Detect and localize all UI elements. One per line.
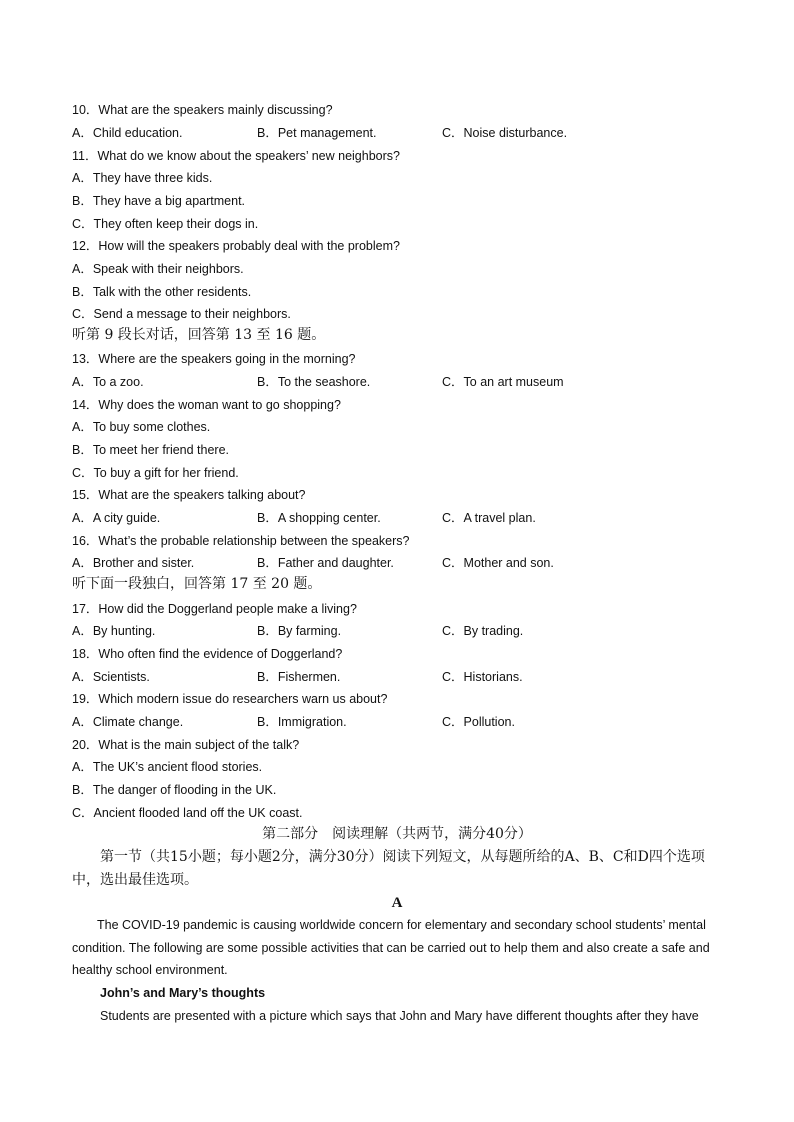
passage-heading: John’s and Mary’s thoughts [100,986,266,1000]
q15-option-a: A．A city guide. [72,511,161,525]
q15-options [72,510,722,526]
q18-option-b: B．Fishermen. [257,670,341,684]
q13-stem: 13．Where are the speakers going in the morning? [72,352,356,366]
q16-option-a: A．Brother and sister. [72,556,195,570]
q16-options [72,555,722,571]
section-instruction-monologue: 听下面一段独白，回答第 17 至 20 题。 [72,576,322,592]
q12-option-b: B．Talk with the other residents. [72,285,252,299]
passage-label: A [391,895,403,911]
q14-option-a: A．To buy some clothes. [72,420,211,434]
q13-option-a: A．To a zoo. [72,375,144,389]
passage-paragraph-1: The COVID-19 pandemic is causing worldwide concern for elementary and secondary school students’ mental condition. The following are some possible activities that can be carried out to help them and also create a safe and healthy school environment. [72,918,710,978]
q10-option-b: B．Pet management. [257,126,377,140]
q16-stem: 16．What’s the probable relationship between the speakers? [72,534,410,548]
q14-option-b: B．To meet her friend there. [72,443,230,457]
q18-stem: 18．Who often find the evidence of Doggerland? [72,647,343,661]
q10-option-a: A．Child education. [72,126,183,140]
part2-title: 第二部分 阅读理解（共两节，满分40分） [262,826,532,842]
q20-option-c: C．Ancient flooded land off the UK coast. [72,806,303,820]
q11-option-b: B．They have a big apartment. [72,194,246,208]
q12-option-a: A．Speak with their neighbors. [72,262,244,276]
q10-stem: 10．What are the speakers mainly discussing? [72,103,333,117]
q18-options [72,669,722,685]
q17-options [72,623,722,639]
q17-stem: 17．How did the Doggerland people make a living? [72,602,357,616]
q15-option-c: C．A travel plan. [442,511,536,525]
q11-stem: 11．What do we know about the speakers’ new neighbors? [72,149,400,163]
q20-stem: 20．What is the main subject of the talk? [72,738,300,752]
q17-option-a: A．By hunting. [72,624,156,638]
q15-option-b: B．A shopping center. [257,511,381,525]
part2-instructions: 第一节（共15小题；每小题2分，满分30分）阅读下列短文，从每题所给的A、B、C和D四个选项中，选出最佳选项。 [72,849,705,888]
q19-options [72,714,722,730]
q18-option-c: C．Historians. [442,670,523,684]
q16-option-c: C．Mother and son. [442,556,554,570]
q17-option-c: C．By trading. [442,624,524,638]
q13-option-c: C．To an art museum [442,375,564,389]
q20-option-a: A．The UK’s ancient flood stories. [72,760,263,774]
passage-paragraph-2: Students are presented with a picture which says that John and Mary have different thoughts after they have [100,1009,699,1023]
section-instruction-9: 听第 9 段长对话，回答第 13 至 16 题。 [72,327,326,343]
q14-stem: 14．Why does the woman want to go shopping? [72,398,341,412]
q12-option-c: C．Send a message to their neighbors. [72,307,291,321]
q18-option-a: A．Scientists. [72,670,150,684]
q10-option-c: C．Noise disturbance. [442,126,568,140]
q19-option-a: A．Climate change. [72,715,184,729]
q20-option-b: B．The danger of flooding in the UK. [72,783,277,797]
q19-stem: 19．Which modern issue do researchers warn us about? [72,692,388,706]
q15-stem: 15．What are the speakers talking about? [72,488,306,502]
q16-option-b: B．Father and daughter. [257,556,394,570]
q19-option-c: C．Pollution. [442,715,515,729]
q17-option-b: B．By farming. [257,624,342,638]
q13-option-b: B．To the seashore. [257,375,371,389]
q11-option-c: C．They often keep their dogs in. [72,217,259,231]
q13-options [72,374,722,390]
q14-option-c: C．To buy a gift for her friend. [72,466,239,480]
q12-stem: 12．How will the speakers probably deal with the problem? [72,239,400,253]
q19-option-b: B．Immigration. [257,715,347,729]
q11-option-a: A．They have three kids. [72,171,213,185]
q10-options [72,125,722,141]
